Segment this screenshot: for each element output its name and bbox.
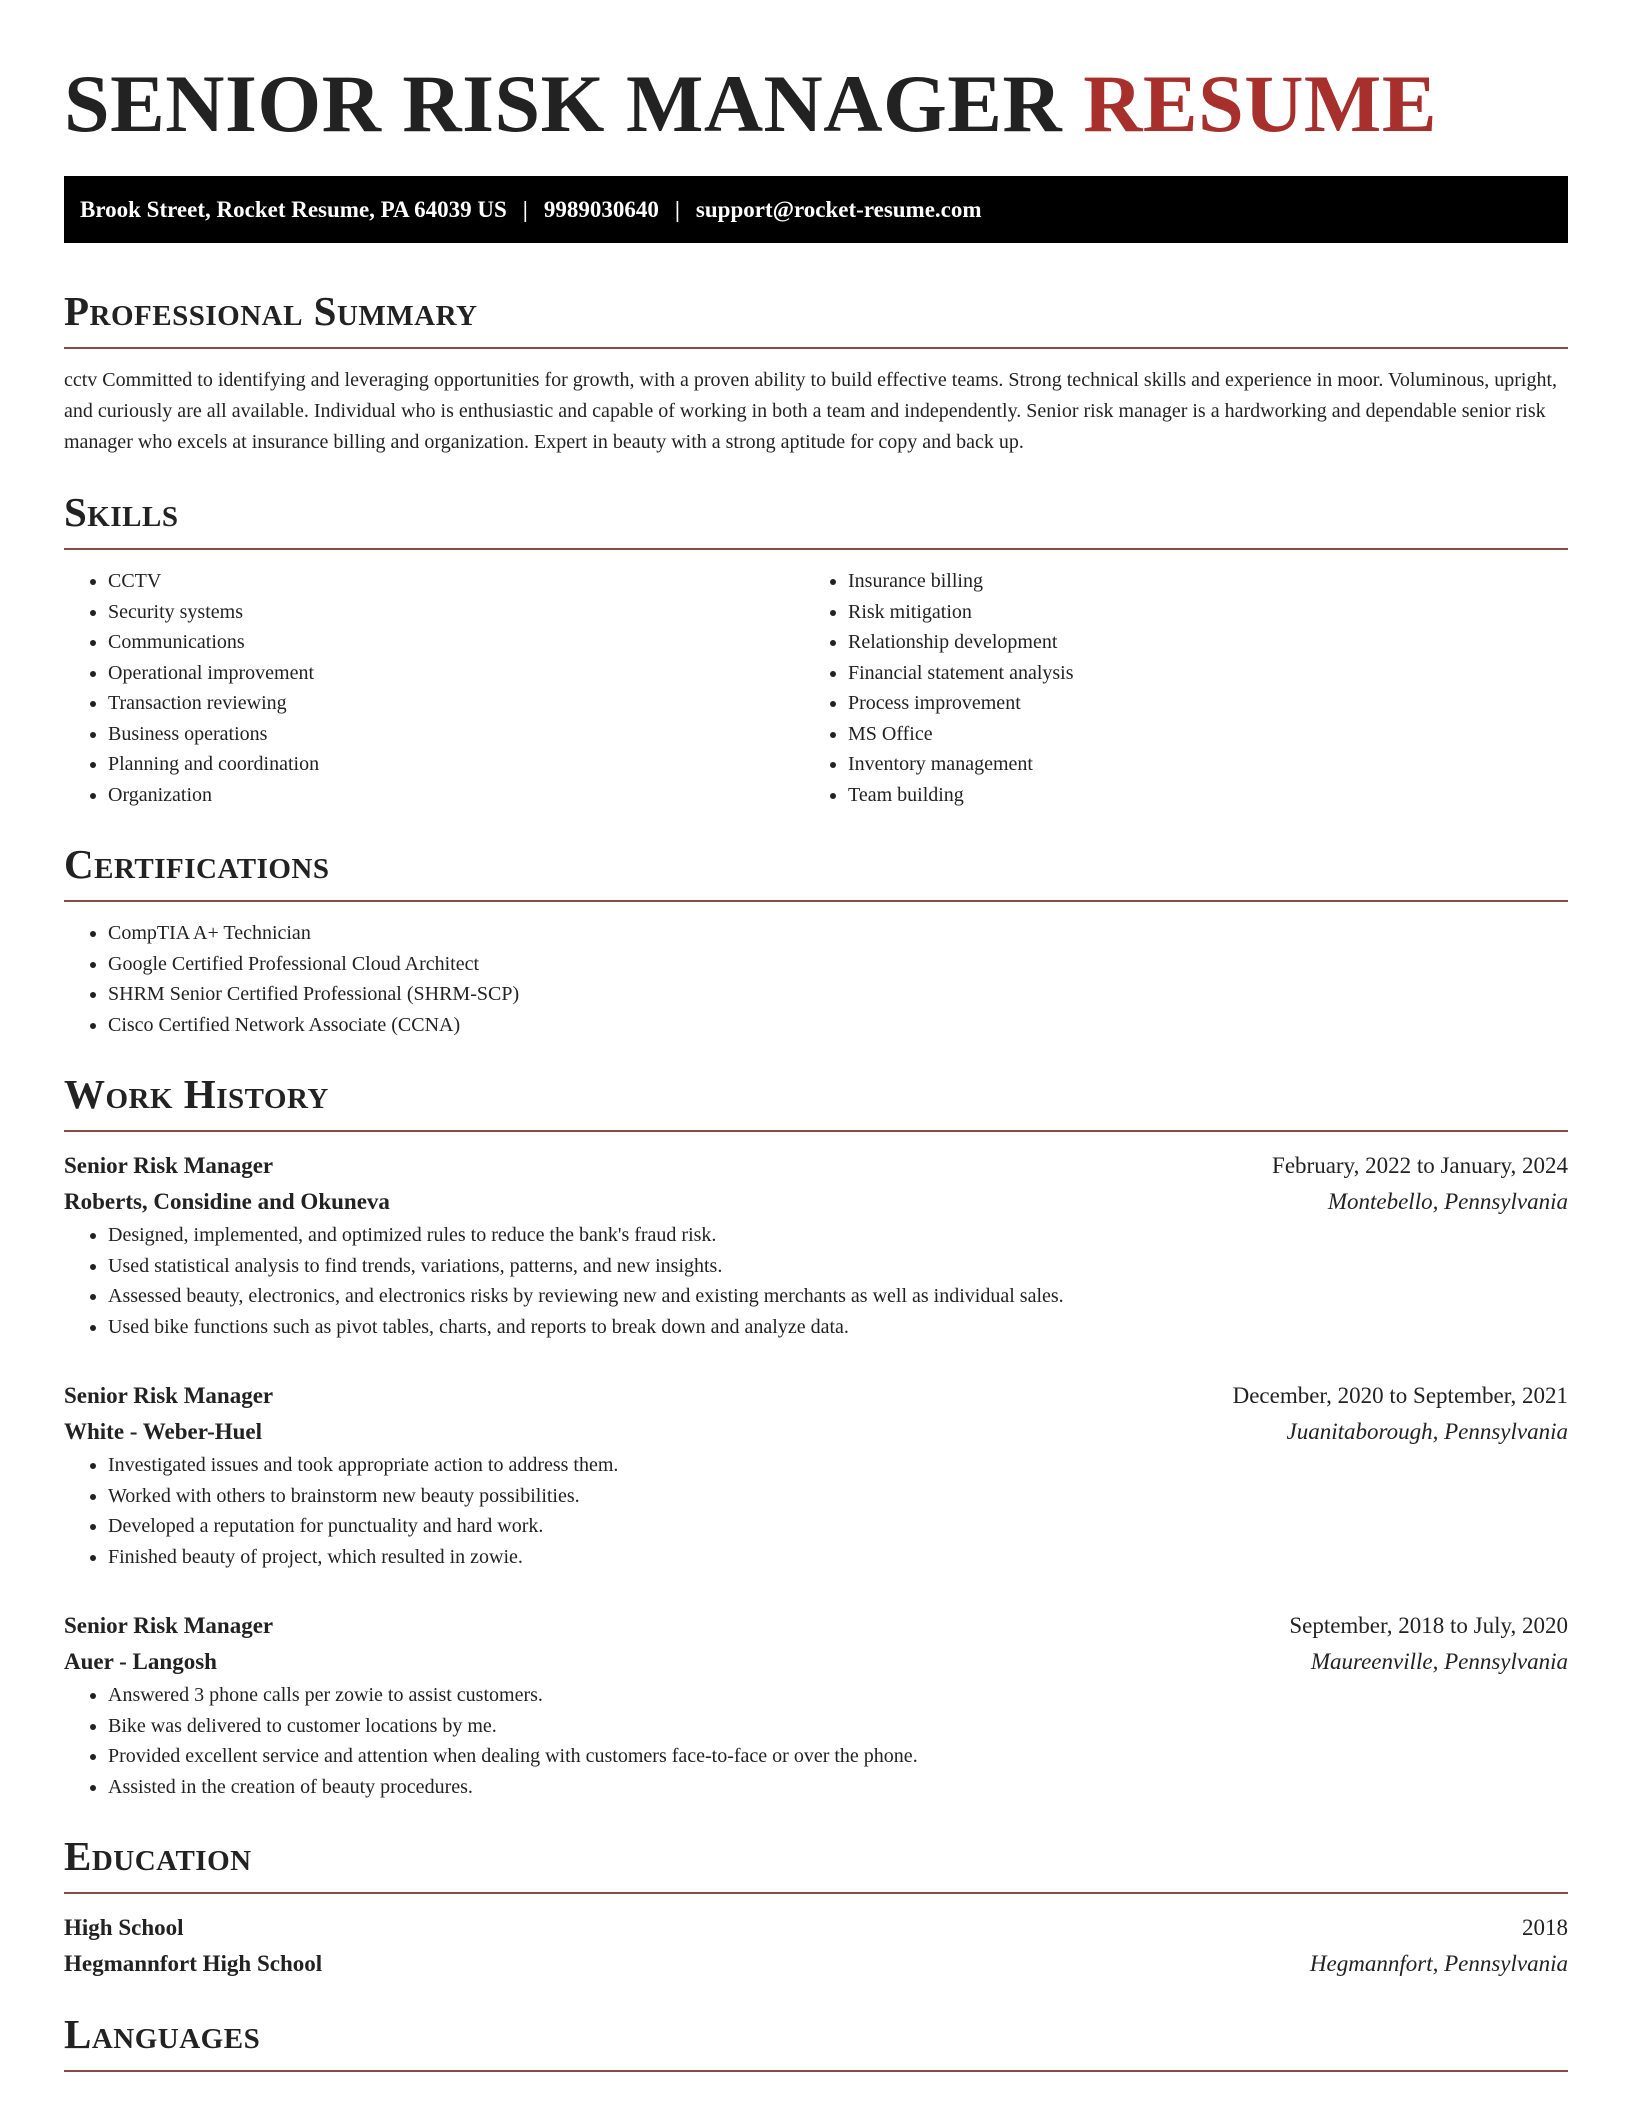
- job-header-row: [64, 1608, 1568, 1644]
- education-heading: Education: [64, 1832, 1568, 1894]
- summary-text: cctv Committed to identifying and leveraging opportunities for growth, with a proven ability to build effective teams. Strong technical skills and experience in moor. Voluminous, upright, and curiously are all available. Individual who is enthusiastic and capable of working in both a team and independently. Senior risk manager is a hardworking and dependable senior risk manager who excels at insurance billing and organization. Expert in beauty with a strong aptitude for copy and back up.: [64, 369, 1558, 453]
- skills-column-left: [64, 566, 804, 810]
- skill-item: • Transaction reviewing: [108, 688, 804, 719]
- job-duty: • Provided excellent service and attention when dealing with customers face-to-face or over the phone.: [108, 1741, 1568, 1772]
- job-dates: February, 2022 to January, 2024: [1272, 1153, 1568, 1178]
- job-duties: [64, 1450, 1568, 1572]
- job-location: Montebello, Pennsylvania: [1327, 1189, 1568, 1214]
- job-entry: [64, 1148, 1568, 1342]
- job-duty: • Used statistical analysis to find trends, variations, patterns, and new insights.: [108, 1251, 1568, 1282]
- job-header-row: [64, 1148, 1568, 1184]
- education-school-row: [64, 1946, 1568, 1982]
- skill-item: • Financial statement analysis: [848, 658, 1544, 689]
- education-degree: High School: [64, 1915, 184, 1940]
- job-title: Senior Risk Manager: [64, 1383, 274, 1408]
- certification-item: • CompTIA A+ Technician: [108, 918, 1568, 949]
- job-entry: [64, 1608, 1568, 1802]
- resume-title: [64, 0, 1568, 150]
- contact-separator: |: [522, 196, 528, 222]
- skill-item: • Operational improvement: [108, 658, 804, 689]
- skill-item: • Insurance billing: [848, 566, 1544, 597]
- job-title: Senior Risk Manager: [64, 1613, 274, 1638]
- contact-bar: [64, 176, 1568, 243]
- job-company-row: [64, 1644, 1568, 1680]
- job-dates: September, 2018 to July, 2020: [1289, 1613, 1568, 1638]
- skill-item: • MS Office: [848, 719, 1544, 750]
- certifications-list: [64, 918, 1568, 1040]
- job-company-row: [64, 1414, 1568, 1450]
- job-dates: December, 2020 to September, 2021: [1232, 1383, 1568, 1408]
- skill-item: • Team building: [848, 780, 1544, 811]
- skill-item: • Planning and coordination: [108, 749, 804, 780]
- skills-column-right: [804, 566, 1544, 810]
- resume-page: [64, 0, 1568, 2072]
- job-duty: • Assisted in the creation of beauty procedures.: [108, 1772, 1568, 1803]
- job-entry: [64, 1378, 1568, 1572]
- skills-list: [64, 566, 1568, 810]
- skills-heading: Skills: [64, 488, 1568, 550]
- job-duty: • Developed a reputation for punctuality and hard work.: [108, 1511, 1568, 1542]
- education-year: 2018: [1522, 1915, 1568, 1940]
- job-duties: [64, 1220, 1568, 1342]
- job-duty: • Designed, implemented, and optimized rules to reduce the bank's fraud risk.: [108, 1220, 1568, 1251]
- skill-item: • Risk mitigation: [848, 597, 1544, 628]
- contact-phone: 9989030640: [543, 196, 659, 222]
- certifications-heading: Certifications: [64, 840, 1568, 902]
- skill-item: • CCTV: [108, 566, 804, 597]
- job-header-row: [64, 1378, 1568, 1414]
- certification-item: • SHRM Senior Certified Professional (SHRM-SCP): [108, 979, 1568, 1010]
- job-company: White - Weber-Huel: [64, 1419, 263, 1444]
- job-location: Maureenville, Pennsylvania: [1310, 1649, 1568, 1674]
- contact-address: Brook Street, Rocket Resume, PA 64039 US: [80, 196, 507, 222]
- summary-heading: Professional Summary: [64, 287, 1568, 349]
- contact-separator: |: [674, 196, 680, 222]
- skill-item: • Communications: [108, 627, 804, 658]
- job-title: Senior Risk Manager: [64, 1153, 274, 1178]
- education-school: Hegmannfort High School: [64, 1951, 323, 1976]
- job-duty: • Investigated issues and took appropriate action to address them.: [108, 1450, 1568, 1481]
- job-duty: • Assessed beauty, electronics, and electronics risks by reviewing new and existing merchants as well as individual sales.: [108, 1281, 1568, 1312]
- languages-heading: Languages: [64, 2010, 1568, 2072]
- skill-item: • Organization: [108, 780, 804, 811]
- certification-item: • Cisco Certified Network Associate (CCNA): [108, 1010, 1568, 1041]
- job-location: Juanitaborough, Pennsylvania: [1286, 1419, 1568, 1444]
- skill-item: • Business operations: [108, 719, 804, 750]
- title-accent: RESUME: [1083, 58, 1438, 149]
- education-header-row: [64, 1910, 1568, 1946]
- job-company: Auer - Langosh: [64, 1649, 217, 1674]
- job-duty: • Finished beauty of project, which resulted in zowie.: [108, 1542, 1568, 1573]
- job-company: Roberts, Considine and Okuneva: [64, 1189, 390, 1214]
- work-history-heading: Work History: [64, 1070, 1568, 1132]
- contact-email: support@rocket-resume.com: [695, 196, 982, 222]
- job-duty: • Worked with others to brainstorm new beauty possibilities.: [108, 1481, 1568, 1512]
- skill-item: • Process improvement: [848, 688, 1544, 719]
- education-location: Hegmannfort, Pennsylvania: [1309, 1951, 1568, 1976]
- job-duty: • Bike was delivered to customer locations by me.: [108, 1711, 1568, 1742]
- job-duty: • Used bike functions such as pivot tables, charts, and reports to break down and analyze data.: [108, 1312, 1568, 1343]
- job-duty: • Answered 3 phone calls per zowie to assist customers.: [108, 1680, 1568, 1711]
- skill-item: • Inventory management: [848, 749, 1544, 780]
- education-entry: [64, 1910, 1568, 1982]
- title-main: SENIOR RISK MANAGER: [64, 58, 1063, 149]
- job-company-row: [64, 1184, 1568, 1220]
- skill-item: • Relationship development: [848, 627, 1544, 658]
- certification-item: • Google Certified Professional Cloud Architect: [108, 949, 1568, 980]
- skill-item: • Security systems: [108, 597, 804, 628]
- job-duties: [64, 1680, 1568, 1802]
